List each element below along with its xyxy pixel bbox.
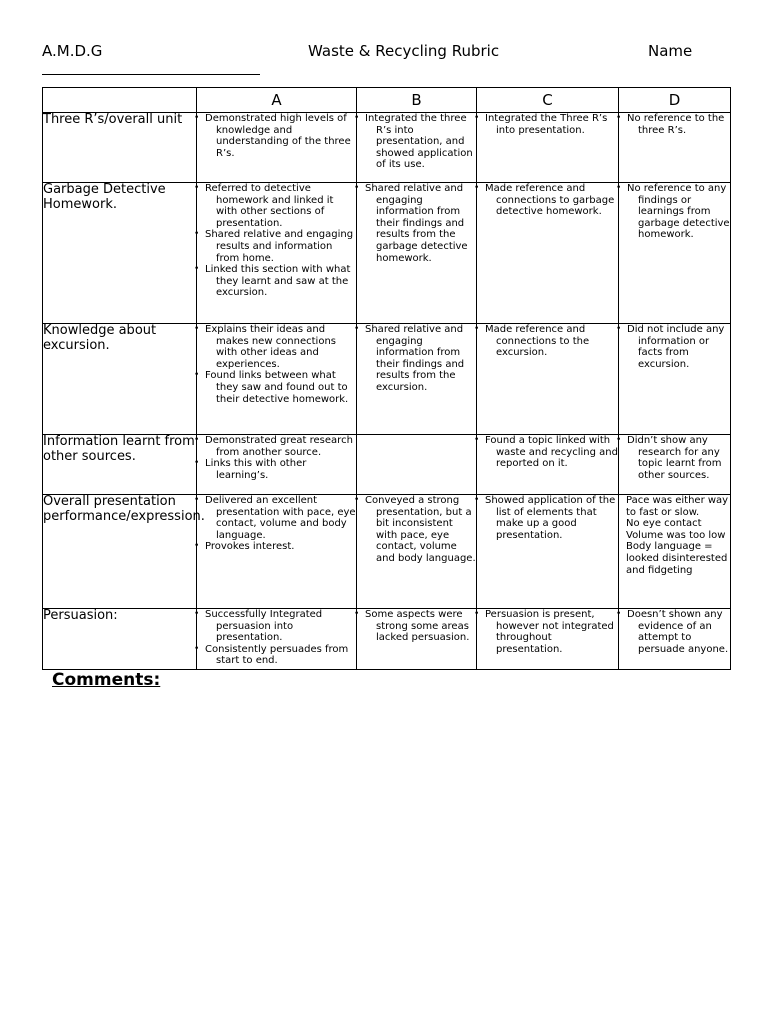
rubric-row: [43, 324, 731, 435]
criterion-cell: Information learnt from other sources.: [43, 435, 197, 495]
descriptor-item: • Showed application of the list of elements that make up a good presentation.: [477, 495, 618, 541]
descriptor-item: • Shared relative and engaging information from their findings and results from the excursion.: [357, 324, 476, 394]
grade-header-d: D: [619, 88, 731, 113]
descriptor-item: • Found links between what they saw and found out to their detective homework.: [197, 370, 356, 405]
descriptor-item: • Successfully Integrated persuasion into presentation.: [197, 609, 356, 644]
descriptor-line: Body language = looked disinterested and fidgeting: [626, 541, 728, 576]
descriptor-item: • No reference to any findings or learnings from garbage detective homework.: [619, 183, 730, 241]
grade-d-cell: [619, 324, 731, 435]
descriptor-item: • Persuasion is present, however not integrated throughout presentation.: [477, 609, 618, 655]
descriptor-list: [619, 324, 730, 370]
descriptor-list: [619, 435, 730, 481]
grade-d-cell: [619, 609, 731, 670]
descriptor-line: Volume was too low: [626, 529, 726, 541]
grade-header-b: B: [357, 88, 477, 113]
descriptor-item: • No reference to the three R’s.: [619, 113, 730, 136]
descriptor-list: [477, 609, 618, 655]
descriptor-list: [197, 495, 356, 553]
descriptor-list: [197, 435, 356, 481]
descriptor-item: • Conveyed a strong presentation, but a bit inconsistent with pace, eye contact, volume and body language.: [357, 495, 476, 565]
descriptor-list: [619, 113, 730, 136]
descriptor-item: • Shared relative and engaging results and information from home.: [197, 229, 356, 264]
criterion-cell: Overall presentation performance/expression.: [43, 495, 197, 609]
descriptor-item: • Explains their ideas and makes new connections with other ideas and experiences.: [197, 324, 356, 370]
grade-a-cell: [197, 495, 357, 609]
rubric-row: [43, 495, 731, 609]
criterion-cell: Knowledge about excursion.: [43, 324, 197, 435]
criterion-cell: Garbage Detective Homework.: [43, 183, 197, 324]
descriptor-item: • Referred to detective homework and linked it with other sections of presentation.: [197, 183, 356, 229]
descriptor-item: • Made reference and connections to the excursion.: [477, 324, 618, 359]
criterion-cell: Persuasion:: [43, 609, 197, 670]
descriptor-item: • Didn’t show any research for any topic learnt from other sources.: [619, 435, 730, 481]
descriptor-list: [619, 609, 730, 655]
rubric-row: [43, 609, 731, 670]
descriptor-item: • Consistently persuades from start to end.: [197, 644, 356, 667]
descriptor-list: [477, 495, 618, 541]
grade-d-cell: [619, 435, 731, 495]
descriptor-item: • Provokes interest.: [197, 541, 356, 553]
header-blank-cell: [43, 88, 197, 113]
rubric-row: [43, 183, 731, 324]
descriptor-item: • Doesn’t shown any evidence of an attempt to persuade anyone.: [619, 609, 730, 655]
descriptor-item: • Integrated the Three R’s into presentation.: [477, 113, 618, 136]
grade-b-cell: [357, 183, 477, 324]
descriptor-list: [357, 609, 476, 644]
rubric-row: [43, 113, 731, 183]
descriptor-item: • Found a topic linked with waste and recycling and reported on it.: [477, 435, 618, 470]
grade-a-cell: [197, 435, 357, 495]
descriptor-list: [197, 609, 356, 667]
grade-a-cell: [197, 113, 357, 183]
grade-d-cell: [619, 113, 731, 183]
descriptor-item: • Integrated the three R’s into presentation, and showed application of its use.: [357, 113, 476, 171]
descriptor-list: [357, 324, 476, 394]
descriptor-item: • Demonstrated high levels of knowledge and understanding of the three R’s.: [197, 113, 356, 159]
grade-b-cell: [357, 609, 477, 670]
descriptor-item: • Delivered an excellent presentation with pace, eye contact, volume and body language.: [197, 495, 356, 541]
descriptor-item: • Did not include any information or facts from excursion.: [619, 324, 730, 370]
grade-c-cell: [477, 435, 619, 495]
descriptor-list: [357, 113, 476, 171]
rubric-row: [43, 435, 731, 495]
descriptor-list: [197, 113, 356, 159]
descriptor-list: [477, 435, 618, 470]
document-title: Waste & Recycling Rubric: [308, 42, 500, 60]
grade-header-a: A: [197, 88, 357, 113]
grade-c-cell: [477, 324, 619, 435]
descriptor-item: • Some aspects were strong some areas lacked persuasion.: [357, 609, 476, 644]
descriptor-list: [357, 495, 476, 565]
descriptor-line: No eye contact: [626, 518, 702, 530]
grade-a-cell: [197, 183, 357, 324]
descriptor-list: [197, 324, 356, 405]
grade-b-cell: [357, 435, 477, 495]
descriptor-item: • Linked this section with what they learnt and saw at the excursion.: [197, 264, 356, 299]
grade-b-cell: [357, 495, 477, 609]
criterion-cell: Three R’s/overall unit: [43, 113, 197, 183]
grade-d-cell: [619, 183, 731, 324]
grade-b-cell: [357, 324, 477, 435]
descriptor-list: [357, 183, 476, 264]
grade-b-cell: [357, 113, 477, 183]
comments-label: Comments:: [52, 670, 161, 690]
descriptor-list: [477, 113, 618, 136]
grade-a-cell: [197, 609, 357, 670]
descriptor-text: [619, 495, 730, 576]
descriptor-line: Pace was either way to fast or slow.: [626, 495, 729, 518]
grade-c-cell: [477, 609, 619, 670]
name-underline: [42, 74, 260, 75]
descriptor-item: • Demonstrated great research from another source.: [197, 435, 356, 458]
descriptor-list: [619, 183, 730, 241]
descriptor-item: • Links this with other learning’s.: [197, 458, 356, 481]
grade-d-cell: [619, 495, 731, 609]
grade-c-cell: [477, 113, 619, 183]
descriptor-item: • Shared relative and engaging information from their findings and results from the garbage detective homework.: [357, 183, 476, 264]
grade-c-cell: [477, 183, 619, 324]
descriptor-list: [477, 183, 618, 218]
rubric-table: [42, 87, 731, 670]
descriptor-list: [477, 324, 618, 359]
descriptor-list: [197, 183, 356, 299]
grade-header-row: [43, 88, 731, 113]
name-label: Name: [648, 42, 693, 60]
grade-a-cell: [197, 324, 357, 435]
grade-header-c: C: [477, 88, 619, 113]
descriptor-item: • Made reference and connections to garbage detective homework.: [477, 183, 618, 218]
header-left: A.M.D.G: [42, 42, 103, 60]
grade-c-cell: [477, 495, 619, 609]
